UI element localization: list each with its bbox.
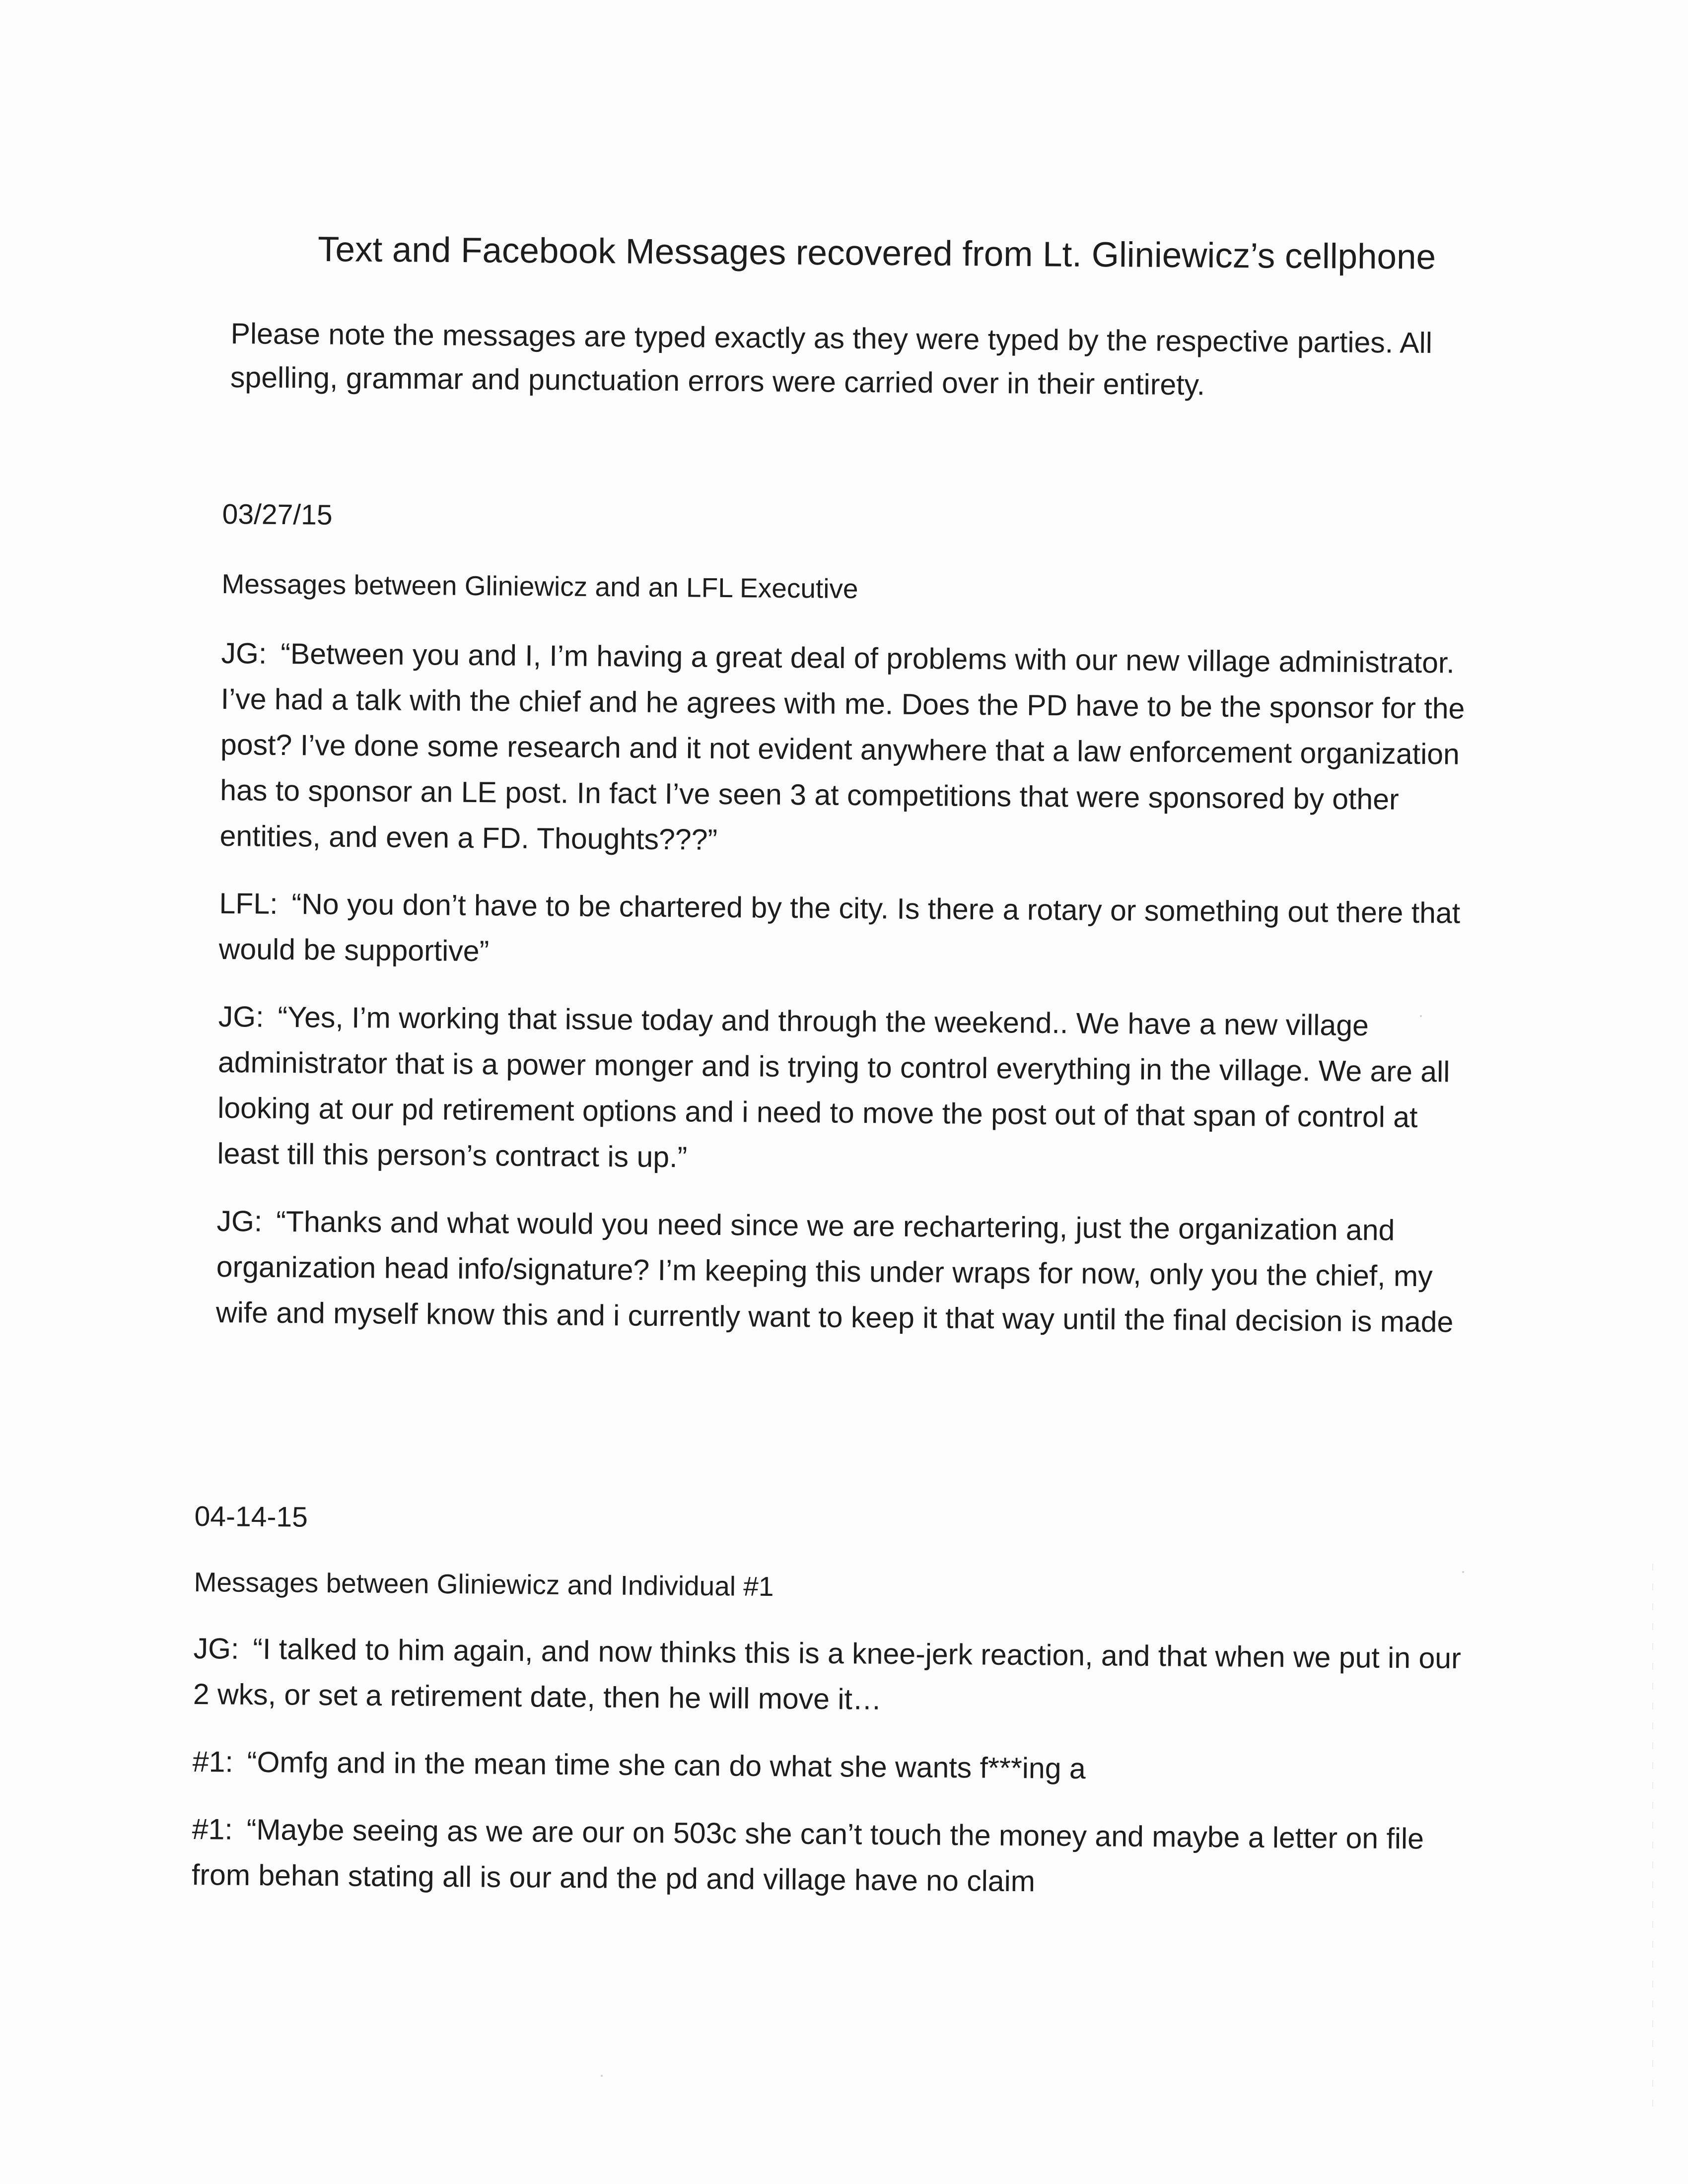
section-heading: Messages between Gliniewicz and an LFL Executive xyxy=(221,568,858,605)
scan-speck xyxy=(1420,1015,1422,1017)
message-individual-1-a xyxy=(192,1739,1474,1794)
section-date: 03/27/15 xyxy=(222,498,333,531)
scan-speck xyxy=(1462,1571,1464,1573)
message-text: “Omfg and in the mean time she can do what she wants f***ing a xyxy=(247,1745,1086,1785)
scan-edge-artifact xyxy=(1652,1564,1653,2110)
section-date: 04-14-15 xyxy=(194,1500,308,1533)
section-03-27-15 xyxy=(216,494,1483,1345)
message-jg-3 xyxy=(216,1198,1478,1345)
message-individual-1-b xyxy=(192,1806,1473,1908)
message-speaker: JG: xyxy=(216,1204,263,1238)
scan-speck xyxy=(601,2075,603,2077)
message-lfl-1 xyxy=(218,881,1480,982)
message-text: “No you don’t have to be chartered by the city. Is there a rotary or something out there that would be supportive” xyxy=(218,887,1461,968)
message-text: “Yes, I’m working that issue today and through the weekend.. We have a new village administrator that is a power monger and is trying to control everything in the village. We are all looking at our pd retirement options and i need to move the post out of that span of control at least till this person’s contract is up.” xyxy=(217,1000,1450,1174)
message-jg-2 xyxy=(217,994,1479,1186)
message-text: “Between you and I, I’m having a great deal of problems with our new village administrator. I’ve had a talk with the chief and he agrees with me. Does the PD have to be the sponsor for the post? I’ve done some research and it not evident anywhere that a law enforcement organization has to sponsor an LE post. In fact I’ve seen 3 at competitions that were sponsored by other entities, and even a FD. Thoughts???” xyxy=(219,637,1465,856)
message-speaker: LFL: xyxy=(219,887,278,920)
message-speaker: #1: xyxy=(192,1745,234,1778)
document-title: Text and Facebook Messages recovered from Lt. Gliniewicz’s cellphone xyxy=(317,230,1436,277)
message-speaker: JG: xyxy=(218,1000,264,1033)
message-text: “Maybe seeing as we are our on 503c she can’t touch the money and maybe a letter on file from behan stating all is our and the pd and village have no claim xyxy=(191,1813,1424,1898)
message-text: “I talked to him again, and now thinks this is a knee-jerk reaction, and that when we put in our 2 wks, or set a retirement date, then he will move it… xyxy=(193,1632,1462,1716)
section-heading: Messages between Gliniewicz and Individual #1 xyxy=(194,1566,774,1602)
message-text: “Thanks and what would you need since we are rechartering, just the organization and organization head info/signature? I’m keeping this under wraps for now, only you the chief, my wife and myself know this and i currently want to keep it that way until the final decision is made xyxy=(215,1205,1454,1339)
section-04-14-15 xyxy=(192,1497,1476,1908)
message-speaker: #1: xyxy=(192,1812,233,1846)
message-jg-4 xyxy=(193,1626,1475,1727)
message-speaker: JG: xyxy=(193,1632,239,1665)
message-jg-1 xyxy=(219,630,1482,869)
transcription-note: Please note the messages are typed exactly as they were typed by the respective parties. All spelling, grammar and punctuation errors were carried over in their entirety. xyxy=(230,317,1433,402)
message-speaker: JG: xyxy=(221,636,267,670)
